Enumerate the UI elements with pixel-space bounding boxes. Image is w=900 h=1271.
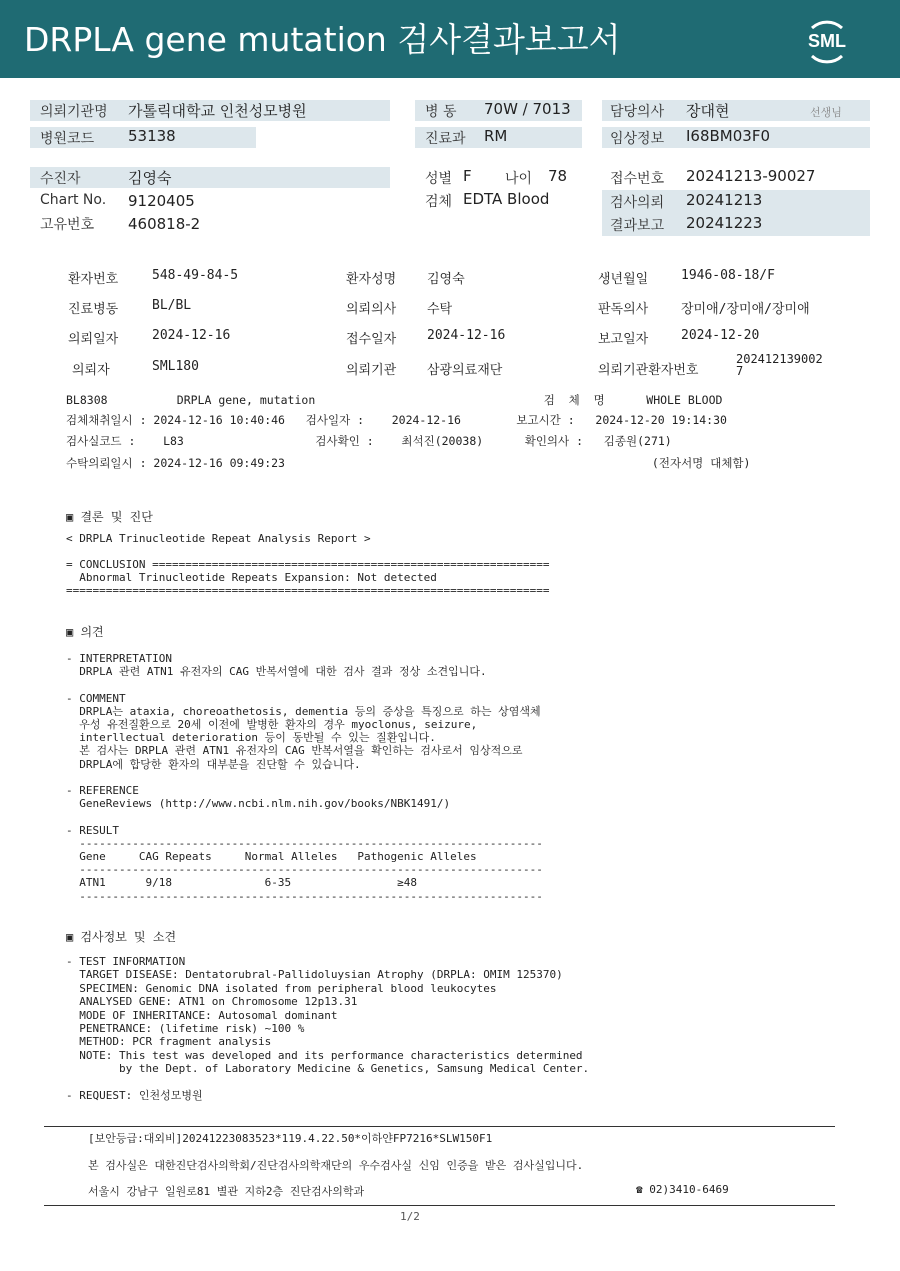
report-header-label: 생년월일: [598, 272, 649, 287]
sex-value: F: [463, 167, 472, 185]
patient-value: 김영숙: [128, 169, 172, 187]
patient-label: 수진자: [40, 171, 81, 187]
chart-value: 9120405: [128, 192, 195, 210]
certification-line: 본 검사실은 대한진단검사의학회/진단검사의학재단의 우수검사실 신임 인증을 받은 검사실입니다.: [88, 1159, 584, 1172]
institution-label: 의뢰기관명: [40, 104, 108, 120]
report-header-value: 202412139002 7: [736, 352, 823, 378]
institution-value: 가톨릭대학교 인천성모병원: [128, 102, 307, 120]
clinical-label: 임상정보: [610, 131, 665, 147]
report-header-label: 접수일자: [346, 332, 397, 347]
result-label: 결과보고: [610, 218, 665, 234]
report-header-label: 의뢰기관: [346, 363, 397, 378]
test-meta-line4: 수탁의뢰일시 : 2024-12-16 09:49:23 (전자서명 대체함): [66, 456, 751, 470]
security-line: [보안등급:대외비]20241223083523*119.4.22.50*이하얀FP7216*SLW150F1: [88, 1132, 493, 1145]
doctor-label: 담당의사: [610, 104, 665, 120]
patient-bar: [30, 167, 390, 188]
hospital-code-value: 53138: [128, 127, 176, 145]
ward-value: 70W / 7013: [484, 100, 571, 118]
ward-label: 병 동: [425, 104, 457, 120]
phone-line: ☎ 02)3410-6469: [636, 1183, 729, 1196]
dept-label: 진료과: [425, 131, 466, 147]
age-label: 나이: [505, 171, 533, 187]
unique-value: 460818-2: [128, 215, 201, 233]
test-meta-line1: BL8308 DRPLA gene, mutation 검 체 명 WHOLE BLOOD: [66, 393, 723, 407]
doctor-value: 장대현: [686, 102, 730, 120]
doctor-suffix: 선생님: [810, 106, 842, 119]
conclusion-body: < DRPLA Trinucleotide Repeat Analysis Report > = CONCLUSION ============================================================ Abnormal Trinucleotide Repeats Expansion: Not detected =========================================================================: [66, 532, 550, 597]
request-label: 검사의뢰: [610, 195, 665, 211]
report-header-label: 의뢰기관환자번호: [598, 363, 699, 378]
opinion-heading: ▣ 의견: [66, 625, 104, 639]
report-header-value: 김영숙: [427, 272, 465, 287]
footer-top-rule: [44, 1126, 835, 1127]
report-header-label: 판독의사: [598, 302, 649, 317]
report-header-value: 2024-12-20: [681, 328, 760, 343]
page-title: DRPLA gene mutation 검사결과보고서: [24, 20, 621, 59]
report-header-label: 의뢰자: [72, 363, 110, 378]
chart-label: Chart No.: [40, 192, 107, 208]
logo-text: SML: [808, 31, 846, 51]
report-header-value: BL/BL: [152, 298, 192, 313]
request-date-value: 20241213: [686, 191, 763, 209]
dept-value: RM: [484, 127, 508, 145]
clinical-value: I68BM03F0: [686, 127, 771, 145]
page-number: 1/2: [400, 1210, 420, 1223]
testinfo-heading: ▣ 검사정보 및 소견: [66, 930, 177, 944]
hospital-code-label: 병원코드: [40, 131, 95, 147]
address-line: 서울시 강남구 일원로81 별관 지하2층 진단검사의학과: [88, 1185, 365, 1198]
specimen-label: 검체: [425, 194, 453, 210]
report-header-value: 2024-12-16: [152, 328, 231, 343]
conclusion-heading: ▣ 결론 및 진단: [66, 510, 153, 524]
report-header-value: SML180: [152, 359, 199, 374]
report-header-label: 보고일자: [598, 332, 649, 347]
report-header-label: 환자번호: [68, 272, 119, 287]
report-header-label: 의뢰의사: [346, 302, 397, 317]
report-header-value: 수탁: [427, 302, 453, 317]
report-header-value: 2024-12-16: [427, 328, 506, 343]
report-header-value: 삼광의료재단: [427, 363, 503, 378]
specimen-value: EDTA Blood: [463, 190, 550, 208]
result-date-value: 20241223: [686, 214, 763, 232]
unique-label: 고유번호: [40, 217, 95, 233]
report-header-label: 의뢰일자: [68, 332, 119, 347]
age-value: 78: [548, 167, 568, 185]
sex-label: 성별: [425, 171, 453, 187]
testinfo-body: - TEST INFORMATION TARGET DISEASE: Dentatorubral-Pallidoluysian Atrophy (DRPLA: OMIM 125370) SPECIMEN: Genomic DNA isolated from peripheral blood leukocytes ANALYSED GENE: ATN1 on Chromosome 12p13.31 MODE OF INHERITANCE: Autosomal dominant PENETRANCE: (lifetime risk) ~100 % METHOD: PCR fragment analysis NOTE: This test was developed and its performance characteristics determined by the Dept. of Laboratory Medicine & Genetics, Samsung Medical Center. - REQUEST: 인천성모병원: [66, 955, 590, 1103]
report-header-value: 장미애/장미애/장미애: [681, 302, 810, 317]
test-meta-line2: 검체채취일시 : 2024-12-16 10:40:46 검사일자 : 2024-12-16 보고시간 : 2024-12-20 19:14:30: [66, 413, 727, 427]
report-header-label: 진료병동: [68, 302, 119, 317]
footer-bottom-rule: [44, 1205, 835, 1206]
sml-logo: [800, 14, 854, 68]
report-header-label: 환자성명: [346, 272, 397, 287]
accession-value: 20241213-90027: [686, 167, 816, 185]
test-meta-line3: 검사실코드 : L83 검사확인 : 최석진(20038) 확인의사 : 김종원(271): [66, 434, 672, 448]
report-header-value: 1946-08-18/F: [681, 268, 775, 283]
report-header-value: 548-49-84-5: [152, 268, 239, 283]
accession-label: 접수번호: [610, 171, 665, 187]
opinion-body: - INTERPRETATION DRPLA 관련 ATN1 유전자의 CAG 반복서열에 대한 검사 결과 정상 소견입니다. - COMMENT DRPLA는 ataxia, choreoathetosis, dementia 등의 증상을 특징으로 하는 상염색체 우성 유전질환으로 20세 이전에 발병한 환자의 경우 myoclonus, seizure, interllectual deterioration 등이 동반될 수 있는 질환입니다. 본 검사는 DRPLA 관련 ATN1 유전자의 CAG 반복서열을 확인하는 검사로서 임상적으로 DRPLA에 합당한 환자의 대부분을 진단할 수 있습니다. - REFERENCE GeneReviews (http://www.ncbi.nlm.nih.gov/books/NBK1491/) - RESULT ---------------------------------------------------------------------- Gene CAG Repeats Normal Alleles Pathogenic Alleles ---------------------------------------------------------------------- ATN1 9/18 6-35 ≥48 ----------------------------------------------------------------------: [66, 652, 543, 903]
